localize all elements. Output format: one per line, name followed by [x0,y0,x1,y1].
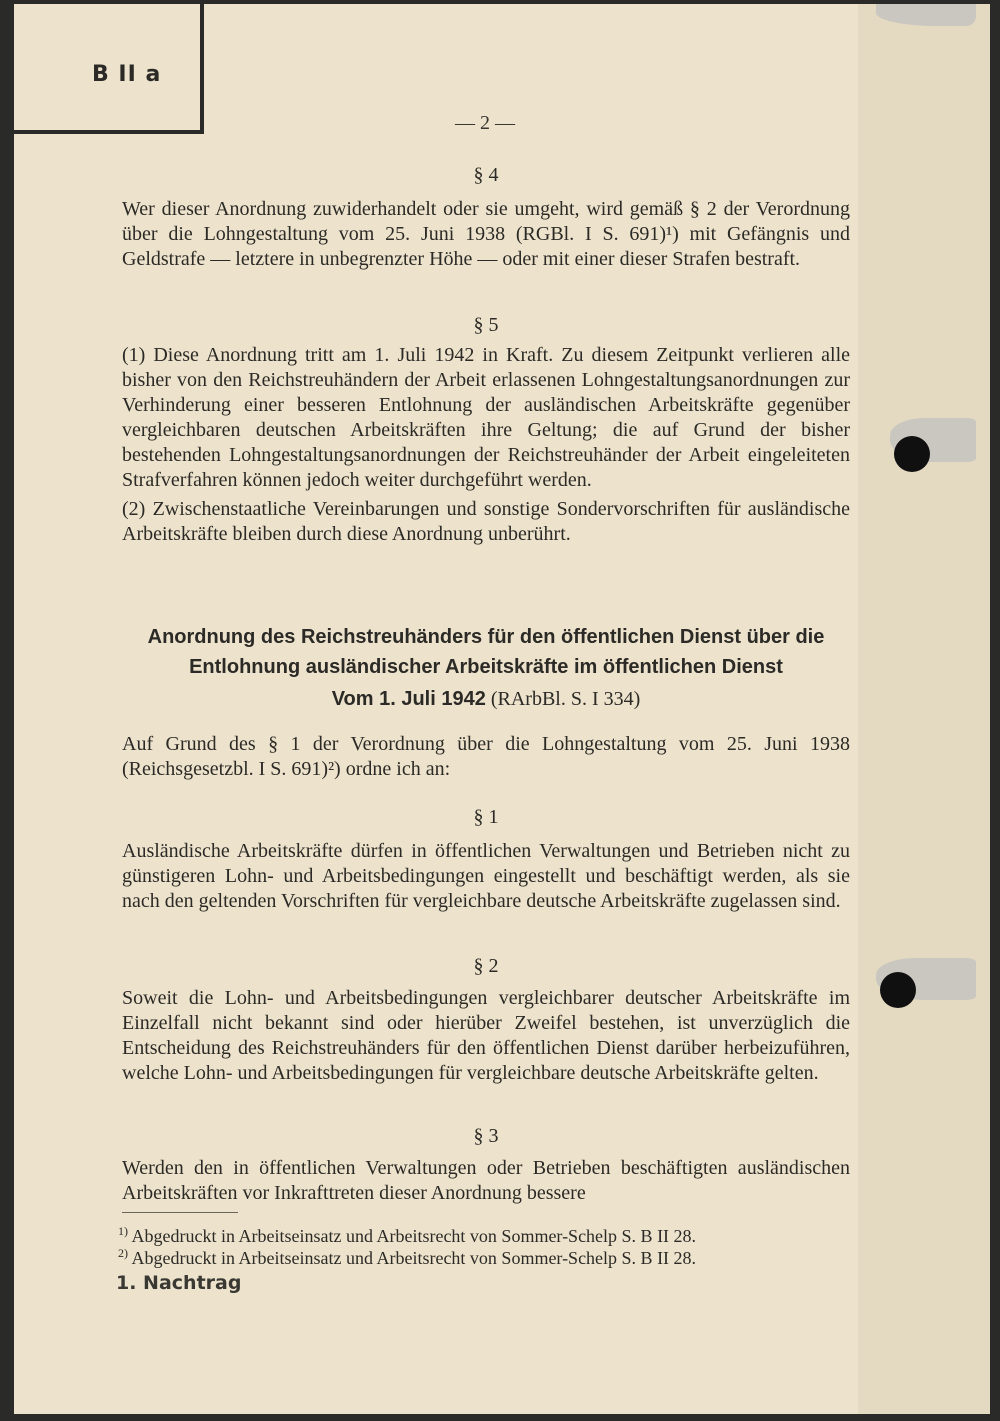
punch-hole [880,972,916,1008]
order-heading-line-1: Anordnung des Reichstreuhänders für den öffentlichen Dienst über die [147,626,825,648]
order-section-1-text: Ausländische Arbeitskräfte dürfen in öffentlichen Verwaltungen und Betrieben nicht zu günstigeren Lohn- und Arbeitsbedingungen eingestellt und beschäftigt werden, als sie nach den geltenden Vorschriften für vergleichbare deutsche Arbeitskräfte zugelassen sind. [122,840,850,912]
section-4-title: § 4 [473,164,499,186]
order-intro [122,732,850,782]
order-section-1-title: § 1 [473,806,499,828]
punch-hole [894,436,930,472]
order-section-1-body [122,839,850,914]
order-date-line [122,688,850,711]
order-reference: (RArbBl. S. I 334) [490,688,641,710]
footnote-rule [122,1212,238,1213]
order-heading [122,622,850,682]
order-heading-line-2: Entlohnung ausländischer Arbeitskräfte im öffentlichen Dienst [189,656,783,678]
order-section-2-title: § 2 [473,955,499,977]
section-5-title: § 5 [473,314,499,336]
footnote-2-text: Abgedruckt in Arbeitseinsatz und Arbeitsrecht von Sommer-Schelp S. B II 28. [131,1248,697,1268]
section-5-paragraph-2: (2) Zwischenstaatliche Vereinbarungen und sonstige Sondervorschriften für ausländische Arbeitskräfte bleiben durch diese Anordnung unberührt. [122,498,850,545]
page-number: — 2 — [455,112,515,134]
section-5-paragraph-1: (1) Diese Anordnung tritt am 1. Juli 1942 in Kraft. Zu diesem Zeitpunkt verlieren alle bisher von den Reichstreuhändern der Arbeit erlassenen Lohngestaltungsanordnungen zur Verhinderung einer besseren Entlohnung der ausländischen Arbeitskräfte gegenüber vergleichbaren deutschen Arbeitskräften ihre Geltung; die auf Grund der bisher bestehenden Lohngestaltungsanordnungen der Reichstreuhänder der Arbeit eingeleiteten Strafverfahren können jedoch weiter durchgeführt werden. [122,344,850,491]
paper-edge-strip [858,4,990,1414]
footnote-1-mark: 1) [118,1224,128,1238]
footnote-2 [118,1242,852,1269]
order-section-2-body [122,986,850,1086]
section-5-body [122,343,850,547]
order-date: Vom 1. Juli 1942 [331,688,486,710]
order-intro-text: Auf Grund des § 1 der Verordnung über die Lohngestaltung vom 25. Juni 1938 (Reichsgesetzbl. I S. 691)²) ordne ich an: [122,733,850,780]
section-code: B II a [92,62,162,87]
order-section-3-body [122,1156,850,1206]
order-section-2-text: Soweit die Lohn- und Arbeitsbedingungen vergleichbarer deutscher Arbeitskräfte im Einzelfall nicht bekannt sind oder hierüber Zweifel bestehen, ist unverzüglich die Entscheidung des Reichstreuhänders für den öffentlichen Dienst darüber herbeizuführen, welche Lohn- und Arbeitsbedingungen für vergleichbare deutsche Arbeitskräfte gelten. [122,987,850,1084]
supplement-label: 1. Nachtrag [116,1272,242,1294]
order-section-3-title: § 3 [473,1125,499,1147]
footnote-2-mark: 2) [118,1246,128,1260]
footnote-1-text: Abgedruckt in Arbeitseinsatz und Arbeitsrecht von Sommer-Schelp S. B II 28. [131,1226,697,1246]
order-section-3-text: Werden den in öffentlichen Verwaltungen oder Betrieben beschäftigten ausländischen Arbeitskräften vor Inkrafttreten dieser Anordnung bessere [122,1157,850,1204]
section-4-text: Wer dieser Anordnung zuwiderhandelt oder sie umgeht, wird gemäß § 2 der Verordnung über die Lohngestaltung vom 25. Juni 1938 (RGBl. I S. 691)¹) mit Gefängnis und Geldstrafe — letztere in unbegrenzter Höhe — oder mit einer dieser Strafen bestraft. [122,198,850,270]
section-4-body [122,197,850,272]
